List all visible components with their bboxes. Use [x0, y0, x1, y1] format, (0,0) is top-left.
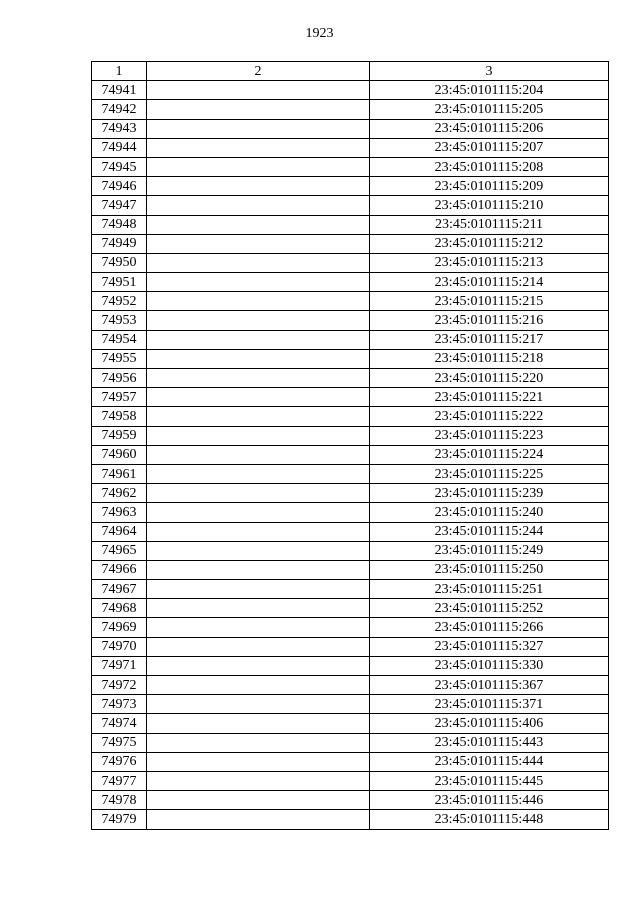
row-number-cell: 74954 — [92, 330, 147, 349]
table-row — [92, 503, 609, 522]
row-number-cell: 74955 — [92, 349, 147, 368]
description-cell — [147, 464, 370, 483]
row-number-cell: 74968 — [92, 599, 147, 618]
table-row — [92, 714, 609, 733]
description-cell — [147, 599, 370, 618]
table-row — [92, 637, 609, 656]
description-cell — [147, 810, 370, 829]
table-row — [92, 676, 609, 695]
row-number-cell: 74978 — [92, 791, 147, 810]
table-row — [92, 100, 609, 119]
cadastral-number-cell: 23:45:0101115:446 — [370, 791, 609, 810]
row-number-cell: 74945 — [92, 157, 147, 176]
cadastral-number-cell: 23:45:0101115:249 — [370, 541, 609, 560]
description-cell — [147, 311, 370, 330]
cadastral-number-cell: 23:45:0101115:224 — [370, 445, 609, 464]
description-cell — [147, 503, 370, 522]
cadastral-number-cell: 23:45:0101115:213 — [370, 253, 609, 272]
row-number-cell: 74971 — [92, 656, 147, 675]
description-cell — [147, 771, 370, 790]
page-number: 1923 — [305, 26, 334, 41]
description-cell — [147, 714, 370, 733]
description-cell — [147, 215, 370, 234]
description-cell — [147, 292, 370, 311]
description-cell — [147, 388, 370, 407]
row-number-cell: 74960 — [92, 445, 147, 464]
row-number-cell: 74966 — [92, 560, 147, 579]
description-cell — [147, 81, 370, 100]
description-cell — [147, 177, 370, 196]
cadastral-number-cell: 23:45:0101115:244 — [370, 522, 609, 541]
description-cell — [147, 637, 370, 656]
row-number-cell: 74964 — [92, 522, 147, 541]
row-number-cell: 74950 — [92, 253, 147, 272]
table-row — [92, 177, 609, 196]
table-row — [92, 522, 609, 541]
table-row — [92, 580, 609, 599]
cadastral-number-cell: 23:45:0101115:445 — [370, 771, 609, 790]
description-cell — [147, 426, 370, 445]
row-number-cell: 74962 — [92, 484, 147, 503]
cadastral-number-cell: 23:45:0101115:448 — [370, 810, 609, 829]
cadastral-number-cell: 23:45:0101115:209 — [370, 177, 609, 196]
table-row — [92, 426, 609, 445]
description-cell — [147, 752, 370, 771]
table-row — [92, 752, 609, 771]
table-row — [92, 541, 609, 560]
cadastral-number-cell: 23:45:0101115:216 — [370, 311, 609, 330]
cadastral-number-cell: 23:45:0101115:205 — [370, 100, 609, 119]
cadastral-number-cell: 23:45:0101115:212 — [370, 234, 609, 253]
row-number-cell: 74961 — [92, 464, 147, 483]
cadastral-number-cell: 23:45:0101115:252 — [370, 599, 609, 618]
table-header-row — [92, 62, 609, 81]
table-row — [92, 292, 609, 311]
description-cell — [147, 484, 370, 503]
description-cell — [147, 407, 370, 426]
table-row — [92, 810, 609, 829]
cadastral-number-cell: 23:45:0101115:266 — [370, 618, 609, 637]
row-number-cell: 74970 — [92, 637, 147, 656]
cadastral-number-cell: 23:45:0101115:217 — [370, 330, 609, 349]
table-row — [92, 81, 609, 100]
table-row — [92, 464, 609, 483]
cadastral-number-cell: 23:45:0101115:207 — [370, 138, 609, 157]
table-row — [92, 484, 609, 503]
cadastral-number-cell: 23:45:0101115:250 — [370, 560, 609, 579]
description-cell — [147, 273, 370, 292]
description-cell — [147, 369, 370, 388]
row-number-cell: 74942 — [92, 100, 147, 119]
row-number-cell: 74965 — [92, 541, 147, 560]
table-row — [92, 407, 609, 426]
description-cell — [147, 560, 370, 579]
description-cell — [147, 157, 370, 176]
row-number-cell: 74974 — [92, 714, 147, 733]
table-row — [92, 311, 609, 330]
table-row — [92, 253, 609, 272]
row-number-cell: 74959 — [92, 426, 147, 445]
cadastral-number-cell: 23:45:0101115:330 — [370, 656, 609, 675]
cadastral-number-cell: 23:45:0101115:239 — [370, 484, 609, 503]
description-cell — [147, 119, 370, 138]
table-body — [92, 81, 609, 829]
cadastral-number-cell: 23:45:0101115:208 — [370, 157, 609, 176]
row-number-cell: 74952 — [92, 292, 147, 311]
table-row — [92, 138, 609, 157]
table-row — [92, 196, 609, 215]
cadastral-number-cell: 23:45:0101115:225 — [370, 464, 609, 483]
table-row — [92, 330, 609, 349]
row-number-cell: 74953 — [92, 311, 147, 330]
table-row — [92, 369, 609, 388]
table-row — [92, 119, 609, 138]
column-header-2: 2 — [147, 62, 370, 81]
description-cell — [147, 253, 370, 272]
cadastral-number-cell: 23:45:0101115:367 — [370, 676, 609, 695]
table-row — [92, 560, 609, 579]
table-row — [92, 388, 609, 407]
table-row — [92, 234, 609, 253]
cadastral-number-cell: 23:45:0101115:221 — [370, 388, 609, 407]
description-cell — [147, 676, 370, 695]
table-row — [92, 771, 609, 790]
row-number-cell: 74972 — [92, 676, 147, 695]
row-number-cell: 74963 — [92, 503, 147, 522]
table-row — [92, 215, 609, 234]
row-number-cell: 74948 — [92, 215, 147, 234]
row-number-cell: 74946 — [92, 177, 147, 196]
row-number-cell: 74975 — [92, 733, 147, 752]
description-cell — [147, 445, 370, 464]
row-number-cell: 74973 — [92, 695, 147, 714]
table-row — [92, 733, 609, 752]
cadastral-number-cell: 23:45:0101115:218 — [370, 349, 609, 368]
cadastral-number-cell: 23:45:0101115:215 — [370, 292, 609, 311]
description-cell — [147, 349, 370, 368]
cadastral-number-cell: 23:45:0101115:220 — [370, 369, 609, 388]
column-header-3: 3 — [370, 62, 609, 81]
cadastral-number-cell: 23:45:0101115:204 — [370, 81, 609, 100]
table-row — [92, 349, 609, 368]
row-number-cell: 74951 — [92, 273, 147, 292]
table-row — [92, 599, 609, 618]
description-cell — [147, 656, 370, 675]
cadastral-number-cell: 23:45:0101115:371 — [370, 695, 609, 714]
description-cell — [147, 196, 370, 215]
description-cell — [147, 138, 370, 157]
description-cell — [147, 234, 370, 253]
description-cell — [147, 733, 370, 752]
row-number-cell: 74967 — [92, 580, 147, 599]
row-number-cell: 74958 — [92, 407, 147, 426]
registry-table — [91, 61, 609, 830]
row-number-cell: 74944 — [92, 138, 147, 157]
description-cell — [147, 330, 370, 349]
column-header-1: 1 — [92, 62, 147, 81]
row-number-cell: 74957 — [92, 388, 147, 407]
cadastral-number-cell: 23:45:0101115:223 — [370, 426, 609, 445]
table-row — [92, 791, 609, 810]
description-cell — [147, 541, 370, 560]
cadastral-number-cell: 23:45:0101115:251 — [370, 580, 609, 599]
table-row — [92, 618, 609, 637]
cadastral-number-cell: 23:45:0101115:210 — [370, 196, 609, 215]
cadastral-number-cell: 23:45:0101115:406 — [370, 714, 609, 733]
row-number-cell: 74969 — [92, 618, 147, 637]
cadastral-number-cell: 23:45:0101115:327 — [370, 637, 609, 656]
description-cell — [147, 100, 370, 119]
cadastral-number-cell: 23:45:0101115:222 — [370, 407, 609, 426]
description-cell — [147, 695, 370, 714]
row-number-cell: 74976 — [92, 752, 147, 771]
cadastral-number-cell: 23:45:0101115:214 — [370, 273, 609, 292]
row-number-cell: 74949 — [92, 234, 147, 253]
cadastral-number-cell: 23:45:0101115:240 — [370, 503, 609, 522]
table-row — [92, 273, 609, 292]
cadastral-number-cell: 23:45:0101115:211 — [370, 215, 609, 234]
row-number-cell: 74947 — [92, 196, 147, 215]
description-cell — [147, 618, 370, 637]
cadastral-number-cell: 23:45:0101115:444 — [370, 752, 609, 771]
description-cell — [147, 791, 370, 810]
table-row — [92, 656, 609, 675]
cadastral-number-cell: 23:45:0101115:443 — [370, 733, 609, 752]
row-number-cell: 74941 — [92, 81, 147, 100]
row-number-cell: 74943 — [92, 119, 147, 138]
description-cell — [147, 522, 370, 541]
row-number-cell: 74977 — [92, 771, 147, 790]
row-number-cell: 74979 — [92, 810, 147, 829]
description-cell — [147, 580, 370, 599]
table-row — [92, 157, 609, 176]
row-number-cell: 74956 — [92, 369, 147, 388]
table-row — [92, 695, 609, 714]
table-row — [92, 445, 609, 464]
cadastral-number-cell: 23:45:0101115:206 — [370, 119, 609, 138]
